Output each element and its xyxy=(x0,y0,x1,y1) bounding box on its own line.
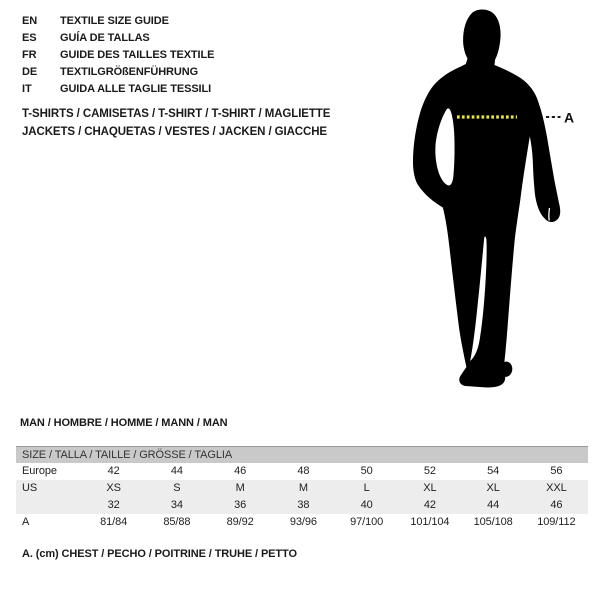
footnote-chest-legend: A. (cm) CHEST / PECHO / POITRINE / TRUHE / PETTO xyxy=(22,548,297,560)
cell: XS xyxy=(82,480,145,497)
cell: 42 xyxy=(398,497,461,514)
cell: XL xyxy=(462,480,525,497)
language-label: GUIDA ALLE TAGLIE TESSILI xyxy=(60,83,212,95)
language-code: IT xyxy=(22,83,32,95)
back-shoe xyxy=(504,362,513,377)
language-label: GUIDE DES TAILLES TEXTILE xyxy=(60,49,215,61)
man-silhouette-figure xyxy=(408,5,576,397)
language-row-de xyxy=(22,64,214,81)
cell: 50 xyxy=(360,465,373,477)
row-label-us: US xyxy=(16,480,82,497)
size-table-grid xyxy=(16,446,588,531)
man-silhouette-svg xyxy=(408,5,576,397)
garment-line-jackets: JACKETS / CHAQUETAS / VESTES / JACKEN / GIACCHE xyxy=(22,126,327,138)
cell: 40 xyxy=(335,497,398,514)
cell: 44 xyxy=(170,465,183,477)
garment-line-tshirts: T-SHIRTS / CAMISETAS / T-SHIRT / T-SHIRT / MAGLIETTE xyxy=(22,108,331,120)
language-code: DE xyxy=(22,66,38,78)
man-silhouette xyxy=(413,10,560,388)
cell: S xyxy=(145,480,208,497)
section-title-man: MAN / HOMBRE / HOMME / MANN / MAN xyxy=(20,417,228,429)
cell: 34 xyxy=(145,497,208,514)
thumb-notch xyxy=(549,208,550,221)
cell: XL xyxy=(398,480,461,497)
cell: 36 xyxy=(209,497,272,514)
language-row-en xyxy=(22,13,214,30)
row-label-europe: Europe xyxy=(22,465,57,477)
language-row-fr xyxy=(22,47,214,64)
cell: 93/96 xyxy=(289,516,317,528)
language-row-es xyxy=(22,30,214,47)
cell: 109/112 xyxy=(537,516,576,528)
cell: 85/88 xyxy=(163,516,191,528)
cell: 42 xyxy=(107,465,120,477)
size-table-header: SIZE / TALLA / TAILLE / GRÖSSE / TAGLIA xyxy=(16,447,588,463)
language-row-it xyxy=(22,81,214,98)
cell: 44 xyxy=(462,497,525,514)
table-row-alt-size xyxy=(16,497,588,514)
cell: M xyxy=(272,480,335,497)
measure-marker-a: A xyxy=(564,109,575,126)
cell: 32 xyxy=(82,497,145,514)
cell: 46 xyxy=(525,497,588,514)
language-list xyxy=(22,13,214,98)
cell: 89/92 xyxy=(226,516,254,528)
language-code: EN xyxy=(22,15,38,27)
cell: 48 xyxy=(297,465,310,477)
cell: 46 xyxy=(234,465,247,477)
language-label: TEXTILE SIZE GUIDE xyxy=(60,15,169,27)
row-label-a: A xyxy=(22,516,30,528)
cell: 54 xyxy=(487,465,500,477)
cell: 101/104 xyxy=(410,516,450,528)
cell: 97/100 xyxy=(350,516,384,528)
table-row-us xyxy=(16,480,588,497)
language-code: ES xyxy=(22,32,37,44)
garment-types xyxy=(22,105,330,141)
cell: XXL xyxy=(525,480,588,497)
table-row-chest-a xyxy=(16,514,588,531)
language-label: GUÍA DE TALLAS xyxy=(60,32,150,44)
size-table-header-row xyxy=(16,447,588,463)
language-code: FR xyxy=(22,49,37,61)
cell: 56 xyxy=(550,465,563,477)
size-table xyxy=(16,446,588,531)
cell: 81/84 xyxy=(100,516,128,528)
language-label: TEXTILGRÖßENFÜHRUNG xyxy=(60,66,199,78)
row-label-blank xyxy=(16,497,82,514)
cell: 38 xyxy=(272,497,335,514)
cell: L xyxy=(335,480,398,497)
cell: 105/108 xyxy=(473,516,513,528)
cell: M xyxy=(209,480,272,497)
cell: 52 xyxy=(423,465,436,477)
table-row-europe xyxy=(16,463,588,480)
